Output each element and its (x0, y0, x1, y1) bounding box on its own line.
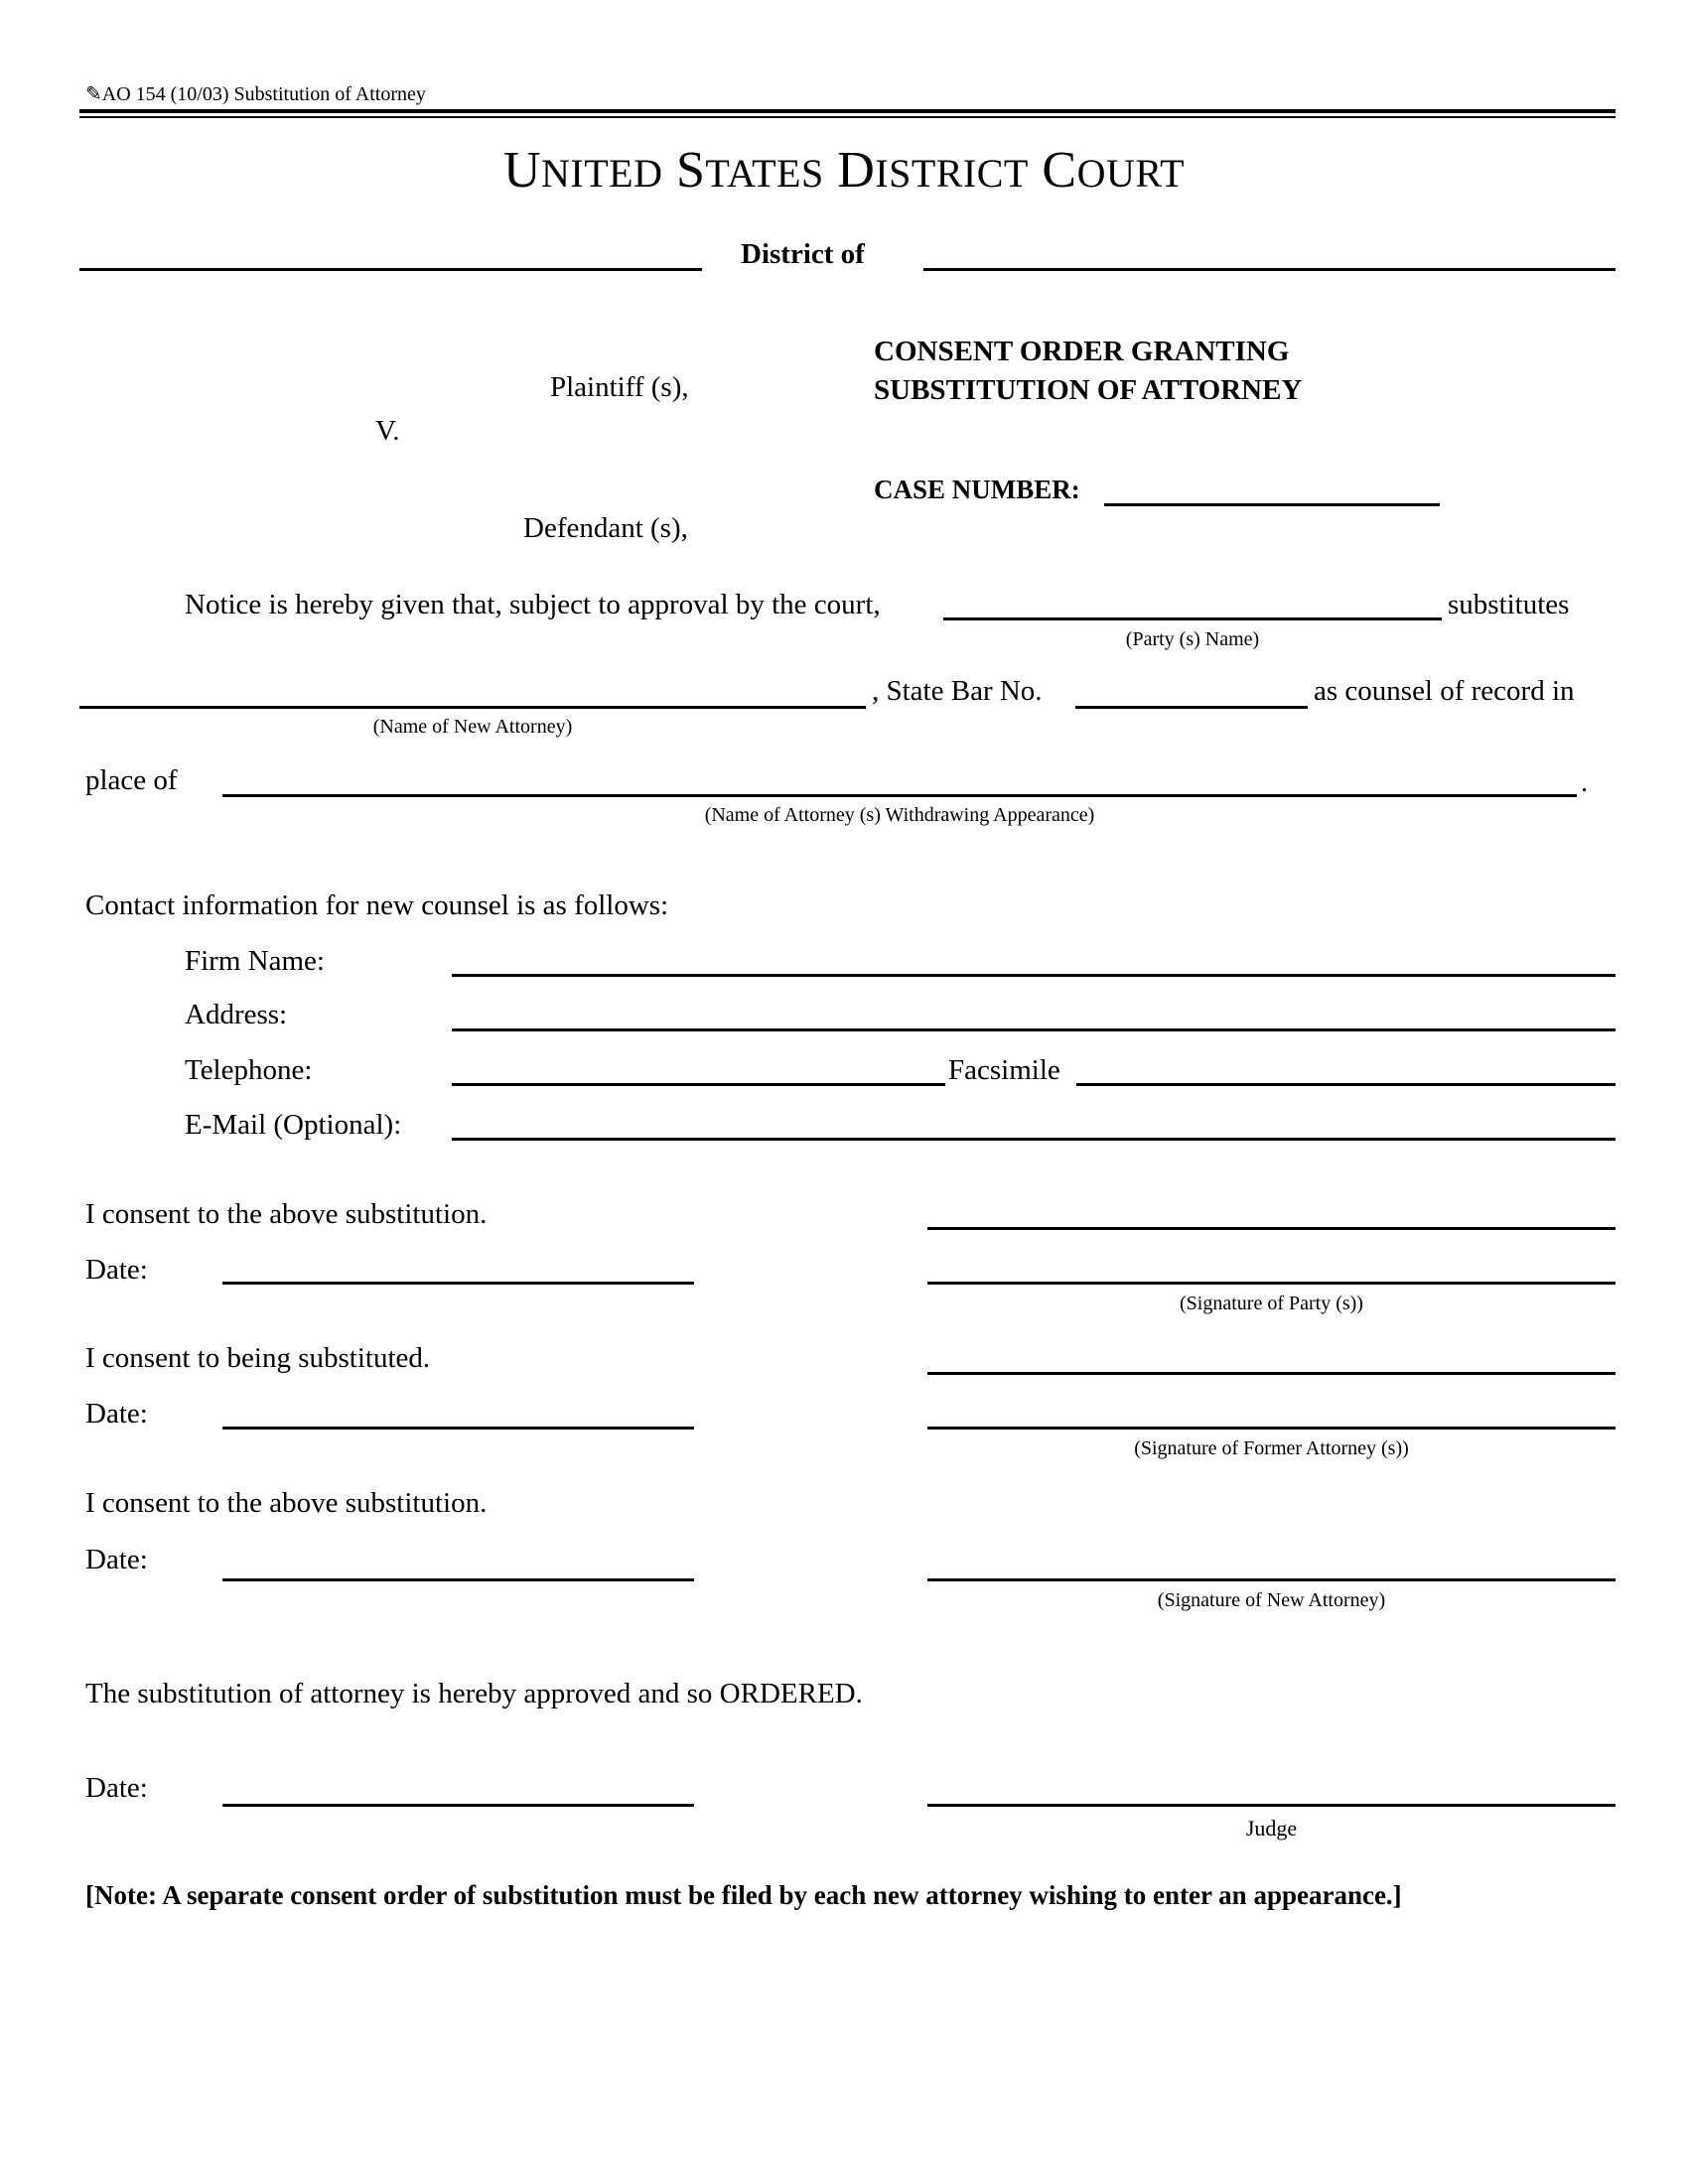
former-attorney-signature-caption: (Signature of Former Attorney (s)) (1134, 1437, 1409, 1459)
versus-label: V. (375, 415, 400, 447)
place-of-period: . (1581, 766, 1589, 798)
former-attorney-consent-statement: I consent to being substituted. (85, 1342, 431, 1374)
order-date-field[interactable] (222, 1804, 694, 1807)
party-name-field[interactable] (943, 617, 1442, 620)
defendant-label: Defendant (s), (523, 512, 688, 544)
case-number-label: CASE NUMBER: (874, 475, 1080, 504)
judge-signature-field[interactable] (927, 1804, 1616, 1807)
district-name-field[interactable] (923, 268, 1616, 271)
party-date-label: Date: (85, 1254, 148, 1286)
party-consent-statement: I consent to the above substitution. (85, 1198, 488, 1230)
email-field[interactable] (452, 1138, 1616, 1141)
former-attorney-date-label: Date: (85, 1398, 148, 1430)
counsel-of-record-text: as counsel of record in (1314, 675, 1575, 707)
order-date-label: Date: (85, 1772, 148, 1804)
district-label: District of (741, 238, 865, 270)
form-id: ✎AO 154 (10/03) Substitution of Attorney (85, 83, 426, 105)
former-attorney-signature-field-upper[interactable] (927, 1372, 1616, 1375)
place-of-label: place of (85, 764, 178, 796)
party-date-field[interactable] (222, 1282, 694, 1285)
telephone-field[interactable] (452, 1083, 945, 1086)
telephone-label: Telephone: (185, 1054, 313, 1086)
former-attorney-date-field[interactable] (222, 1427, 694, 1430)
plaintiff-label: Plaintiff (s), (550, 371, 689, 403)
facsimile-label: Facsimile (948, 1054, 1060, 1086)
withdrawing-attorney-field[interactable] (222, 794, 1577, 797)
new-attorney-caption: (Name of New Attorney) (372, 716, 573, 738)
substitutes-text: substitutes (1448, 589, 1570, 620)
page-title: UNITED STATES DISTRICT COURT (502, 142, 1186, 199)
case-number-field[interactable] (1104, 503, 1440, 506)
new-attorney-date-field[interactable] (222, 1578, 694, 1581)
firm-name-label: Firm Name: (185, 945, 325, 977)
new-attorney-date-label: Date: (85, 1544, 148, 1575)
facsimile-field[interactable] (1076, 1083, 1616, 1086)
district-left-field[interactable] (79, 268, 702, 271)
party-signature-field-upper[interactable] (927, 1227, 1616, 1230)
judge-caption: Judge (1245, 1816, 1298, 1841)
new-attorney-name-field[interactable] (79, 706, 866, 709)
party-signature-field[interactable] (927, 1282, 1616, 1285)
party-signature-caption: (Signature of Party (s)) (1180, 1293, 1363, 1314)
notice-intro: Notice is hereby given that, subject to approval by the court, (185, 589, 881, 620)
address-field[interactable] (452, 1028, 1616, 1031)
address-label: Address: (185, 999, 288, 1030)
header-rule-thin (79, 116, 1616, 118)
withdrawing-attorney-caption: (Name of Attorney (s) Withdrawing Appearance) (704, 804, 1095, 826)
new-attorney-consent-statement: I consent to the above substitution. (85, 1487, 488, 1519)
new-attorney-signature-field[interactable] (927, 1578, 1616, 1581)
order-title-line2: SUBSTITUTION OF ATTORNEY (874, 374, 1303, 406)
order-title-line1: CONSENT ORDER GRANTING (874, 336, 1290, 367)
email-label: E-Mail (Optional): (185, 1109, 402, 1141)
firm-name-field[interactable] (452, 974, 1616, 977)
filing-note: [Note: A separate consent order of substitution must be filed by each new attorney wishing to enter an appearance.] (85, 1880, 1402, 1910)
state-bar-label: , State Bar No. (872, 675, 1043, 707)
state-bar-number-field[interactable] (1075, 706, 1308, 709)
party-name-caption: (Party (s) Name) (1125, 628, 1260, 650)
order-statement: The substitution of attorney is hereby approved and so ORDERED. (85, 1678, 863, 1709)
header-rule-thick (79, 109, 1616, 113)
new-attorney-signature-caption: (Signature of New Attorney) (1157, 1589, 1386, 1611)
contact-heading: Contact information for new counsel is as follows: (85, 889, 669, 921)
former-attorney-signature-field[interactable] (927, 1427, 1616, 1430)
